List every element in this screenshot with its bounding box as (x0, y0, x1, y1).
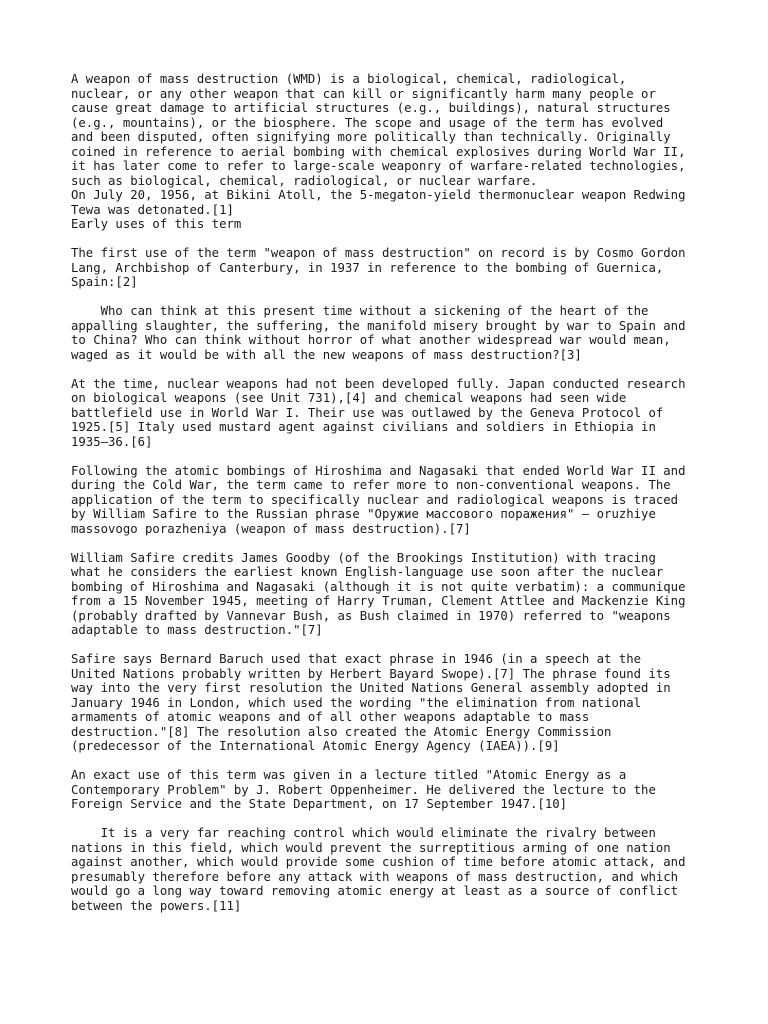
text-line: Who can think at this present time without a sickening of the heart of the (71, 304, 649, 318)
text-line: At the time, nuclear weapons had not been developed fully. Japan conducted research (71, 376, 686, 391)
paragraph-gap (71, 638, 711, 653)
text-line: from a 15 November 1945, meeting of Harry Truman, Clement Attlee and Mackenzie King (71, 594, 686, 608)
text-line: A weapon of mass destruction (WMD) is a biological, chemical, radiological, (71, 72, 627, 86)
text-line: 1935–36.[6] (71, 434, 153, 449)
text-line: An exact use of this term was given in a lecture titled "Atomic Energy as a (71, 768, 627, 782)
text-line: by William Safire to the Russian phrase "Оружие массового поражения" – oruzhiye (71, 507, 656, 521)
paragraph-gap (71, 362, 711, 377)
text-line: coined in reference to aerial bombing with chemical explosives during World War II, (71, 144, 686, 159)
text-line: between the powers.[11] (71, 898, 242, 913)
text-line: presumably therefore before any attack with weapons of mass destruction, and which (71, 869, 679, 884)
text-line: what he considers the earliest known English-language use soon after the nuclear (71, 565, 664, 579)
section-heading (71, 217, 711, 232)
text-line: way into the very first resolution the United Nations General assembly adopted in (71, 681, 671, 695)
text-line: January 1946 in London, which used the wording "the elimination from national (71, 695, 642, 710)
paragraph-gap (71, 232, 711, 247)
paragraph-gap (71, 449, 711, 464)
text-line: Following the atomic bombings of Hiroshima and Nagasaki that ended World War II and (71, 463, 686, 478)
intro-paragraph (71, 72, 711, 188)
text-line: appalling slaughter, the suffering, the manifold misery brought by war to Spain and (71, 318, 686, 333)
text-line: massovogo porazheniya (weapon of mass destruction).[7] (71, 521, 471, 536)
text-line: nuclear, or any other weapon that can kill or significantly harm many people or (71, 86, 656, 101)
text-line: cause great damage to artificial structures (e.g., buildings), natural structures (71, 101, 671, 115)
text-line: during the Cold War, the term came to refer more to non-conventional weapons. The (71, 478, 671, 492)
text-line: armaments of atomic weapons and of all other weapons adaptable to mass (71, 710, 590, 724)
text-line: Early uses of this term (71, 217, 242, 231)
image-caption (71, 188, 711, 217)
block-quote (71, 304, 711, 362)
text-line: It is a very far reaching control which would eliminate the rivalry between (71, 826, 656, 840)
text-line: (probably drafted by Vannevar Bush, as Bush claimed in 1970) referred to "weapons (71, 608, 671, 623)
text-line: nations in this field, which would prevent the surreptitious arming of one nation (71, 840, 671, 855)
text-line: (e.g., mountains), or the biosphere. The scope and usage of the term has evolved (71, 115, 664, 130)
text-line: waged as it would be with all the new weapons of mass destruction?[3] (71, 347, 582, 362)
paragraph (71, 377, 711, 450)
text-line: it has later come to refer to large-scale weaponry of warfare-related technologies, (71, 159, 686, 173)
text-line: adaptable to mass destruction."[7] (71, 623, 323, 637)
text-line: United Nations probably written by Herbert Bayard Swope).[7] The phrase found its (71, 666, 671, 681)
text-line: On July 20, 1956, at Bikini Atoll, the 5-megaton-yield thermonuclear weapon Redwing (71, 188, 686, 202)
text-line: Spain:[2] (71, 275, 138, 289)
document-body (71, 72, 711, 913)
paragraph (71, 768, 711, 812)
text-line: Contemporary Problem" by J. Robert Oppenheimer. He delivered the lecture to the (71, 782, 656, 797)
text-line: and been disputed, often signifying more politically than technically. Originally (71, 130, 671, 144)
paragraph (71, 246, 711, 290)
text-line: Foreign Service and the State Department, on 17 September 1947.[10] (71, 797, 568, 811)
paragraph (71, 464, 711, 537)
paragraph-gap (71, 754, 711, 769)
text-line: The first use of the term "weapon of mass destruction" on record is by Cosmo Gordon (71, 246, 686, 260)
text-line: William Safire credits James Goodby (of the Brookings Institution) with tracing (71, 550, 656, 565)
paragraph (71, 652, 711, 754)
text-line: such as biological, chemical, radiological, or nuclear warfare. (71, 173, 538, 188)
text-line: against another, which would provide some cushion of time before atomic attack, and (71, 855, 686, 869)
paragraph-gap (71, 536, 711, 551)
text-line: on biological weapons (see Unit 731),[4] and chemical weapons had seen wide (71, 391, 627, 405)
block-quote (71, 826, 711, 913)
text-line: application of the term to specifically nuclear and radiological weapons is traced (71, 492, 679, 507)
text-line: 1925.[5] Italy used mustard agent against civilians and soldiers in Ethiopia in (71, 420, 656, 434)
text-line: Tewa was detonated.[1] (71, 202, 234, 217)
text-line: battlefield use in World War I. Their use was outlawed by the Geneva Protocol of (71, 405, 664, 420)
text-line: Lang, Archbishop of Canterbury, in 1937 in reference to the bombing of Guernica, (71, 260, 664, 275)
text-line: (predecessor of the International Atomic Energy Agency (IAEA)).[9] (71, 739, 560, 753)
paragraph-gap (71, 290, 711, 305)
text-line: bombing of Hiroshima and Nagasaki (although it is not quite verbatim): a communique (71, 579, 686, 594)
paragraph-gap (71, 812, 711, 827)
text-line: would go a long way toward removing atomic energy at least as a source of conflict (71, 884, 679, 898)
paragraph (71, 551, 711, 638)
text-line: to China? Who can think without horror of what another widespread war would mean, (71, 333, 671, 347)
text-line: Safire says Bernard Baruch used that exact phrase in 1946 (in a speech at the (71, 652, 642, 666)
text-line: destruction."[8] The resolution also created the Atomic Energy Commission (71, 724, 612, 739)
